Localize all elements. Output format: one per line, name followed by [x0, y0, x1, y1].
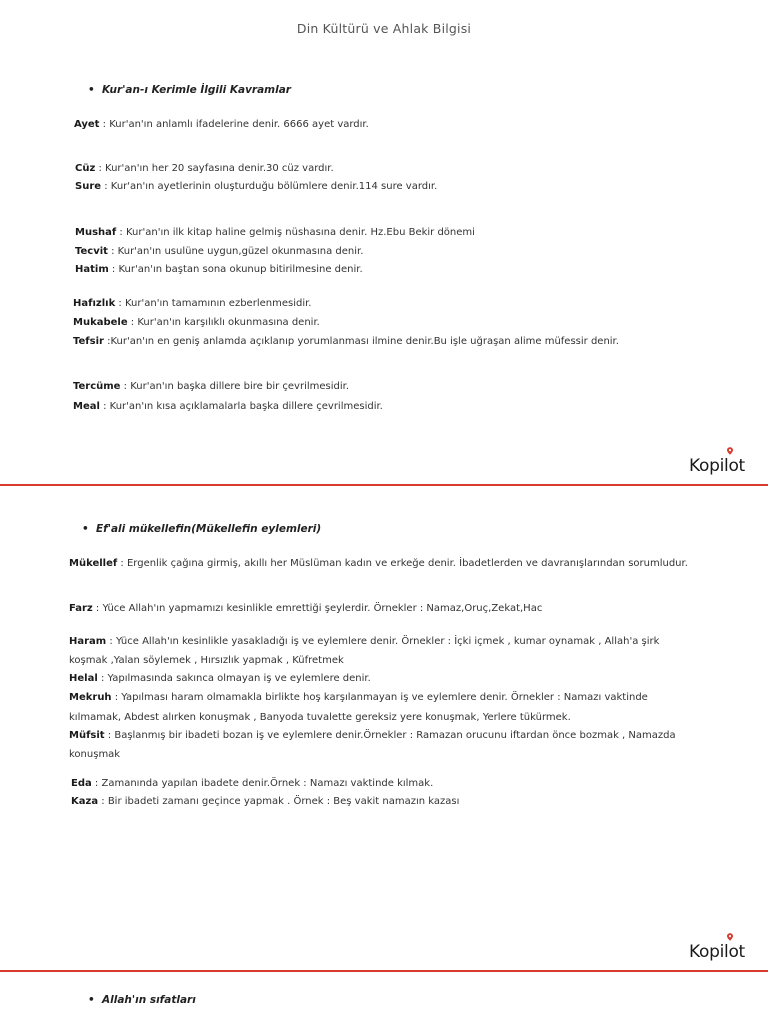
list-item: Tecvit : Kur'an'ın usulüne uygun,güzel okunmasına denir. — [75, 246, 364, 257]
page-divider — [0, 484, 768, 486]
bullet-icon: • — [82, 523, 89, 535]
location-pin-icon — [726, 933, 734, 941]
list-item: Hafızlık : Kur'an'ın tamamının ezberlenmesidir. — [73, 298, 312, 309]
list-item: Kaza : Bir ibadeti zamanı geçince yapmak . Örnek : Beş vakit namazın kazası — [71, 796, 460, 807]
list-item: Haram : Yüce Allah'ın kesinlikle yasakladığı iş ve eylemlere denir. Örnekler : İçki içmek , kumar oynamak , Allah'a şirk — [69, 636, 660, 647]
list-item: Ayet : Kur'an'ın anlamlı ifadelerine denir. 6666 ayet vardır. — [74, 119, 369, 130]
page-divider — [0, 970, 768, 972]
section-heading: • Ef'ali mükellefin(Mükellefin eylemleri) — [82, 523, 322, 535]
list-item: Eda : Zamanında yapılan ibadete denir.Örnek : Namazı vaktinde kılmak. — [71, 778, 434, 789]
bullet-icon: • — [88, 994, 95, 1006]
bullet-icon: • — [88, 84, 95, 96]
section-heading: • Kur'an-ı Kerimle İlgili Kavramlar — [88, 84, 291, 96]
location-pin-icon — [726, 447, 734, 455]
list-item: Mushaf : Kur'an'ın ilk kitap haline gelmiş nüshasına denir. Hz.Ebu Bekir dönemi — [75, 227, 475, 238]
list-item: Tefsir :Kur'an'ın en geniş anlamda açıklanıp yorumlanması ilmine denir.Bu işle uğraşan alime müfessir denir. — [73, 336, 619, 347]
list-item: Mükellef : Ergenlik çağına girmiş, akıllı her Müslüman kadın ve erkeğe denir. İbadetlerden ve davranışlarından sorumludur. — [69, 558, 688, 569]
list-item: Farz : Yüce Allah'ın yapmamızı kesinlikle emrettiği şeylerdir. Örnekler : Namaz,Oruç,Zekat,Hac — [69, 603, 543, 614]
list-item: kılmamak, Abdest alırken konuşmak , Banyoda tuvalette gereksiz yere konuşmak, Yerlere tükürmek. — [69, 712, 571, 723]
list-item: Mukabele : Kur'an'ın karşılıklı okunmasına denir. — [73, 317, 320, 328]
list-item: Müfsit : Başlanmış bir ibadeti bozan iş ve eylemlere denir.Örnekler : Ramazan orucunu iftardan önce bozmak , Namazda — [69, 730, 676, 741]
list-item: Tercüme : Kur'an'ın başka dillere bire bir çevrilmesidir. — [73, 381, 350, 392]
list-item: Cüz : Kur'an'ın her 20 sayfasına denir.30 cüz vardır. — [75, 163, 334, 174]
list-item: Sure : Kur'an'ın ayetlerinin oluşturduğu bölümlere denir.114 sure vardır. — [75, 181, 438, 192]
document-header: Din Kültürü ve Ahlak Bilgisi — [296, 21, 472, 36]
list-item: Hatim : Kur'an'ın baştan sona okunup bitirilmesine denir. — [75, 264, 363, 275]
list-item: konuşmak — [69, 749, 121, 760]
kopilot-logo: Kopilot — [689, 942, 745, 962]
list-item: Meal : Kur'an'ın kısa açıklamalarla başka dillere çevrilmesidir. — [73, 401, 383, 412]
list-item: Mekruh : Yapılması haram olmamakla birlikte hoş karşılanmayan iş ve eylemlere denir. Örnekler : Namazı vaktinde — [69, 692, 648, 703]
kopilot-logo: Kopilot — [689, 456, 745, 476]
list-item: Helal : Yapılmasında sakınca olmayan iş ve eylemlere denir. — [69, 673, 371, 684]
list-item: koşmak ,Yalan söylemek , Hırsızlık yapmak , Küfretmek — [69, 655, 344, 666]
section-heading: • Allah'ın sıfatları — [88, 994, 196, 1006]
